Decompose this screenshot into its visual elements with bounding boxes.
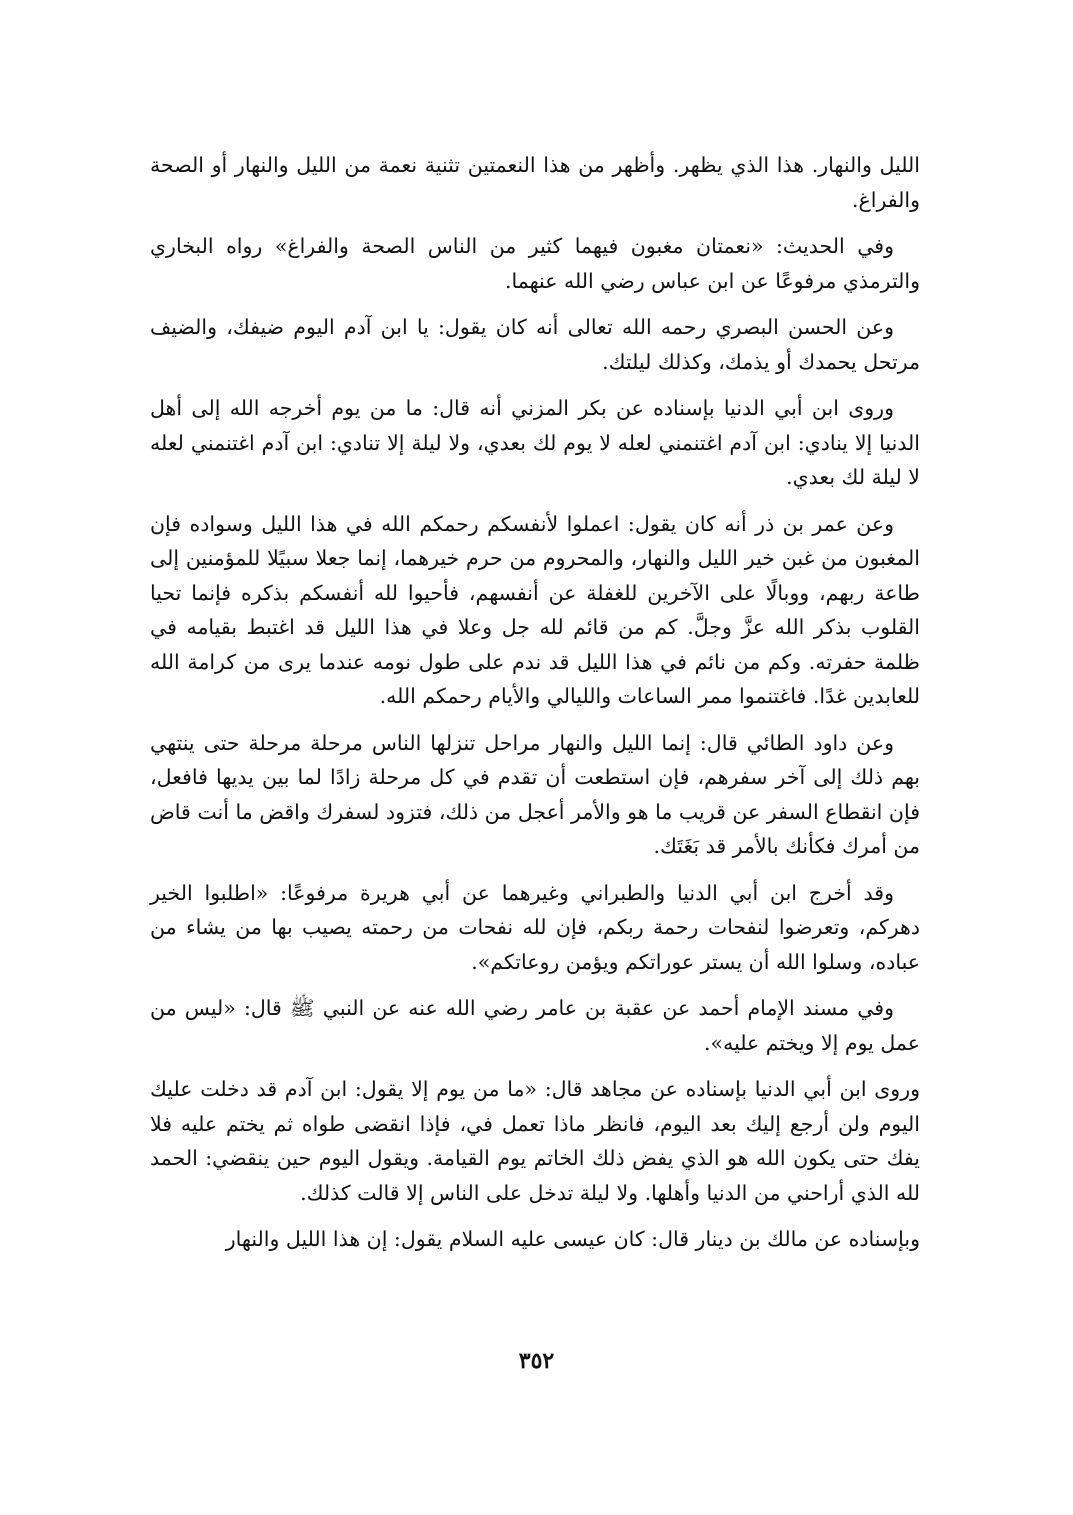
paragraph-1: الليل والنهار. هذا الذي يظهر. وأظهر من هذا النعمتين تثنية نعمة من الليل والنهار أو الصحة والفراغ. (150, 153, 920, 212)
page-body (150, 148, 920, 1269)
paragraph-3: وعن الحسن البصري رحمه الله تعالى أنه كان يقول: يا ابن آدم اليوم ضيفك، والضيف مرتحل يحمدك أو يذمك، وكذلك ليلتك. (150, 315, 920, 374)
paragraph-9: وروى ابن أبي الدنيا بإسناده عن مجاهد قال: «ما من يوم إلا يقول: ابن آدم قد دخلت عليك اليوم ولن أرجع إليك بعد اليوم، فانظر ماذا تعمل في، فإذا انقضى طواه ثم يختم عليه فلا يفك حتى يكون الله هو الذي يفض ذلك الخاتم يوم القيامة. ويقول اليوم حين ينقضي: الحمد لله الذي أراحني من الدنيا وأهلها. ولا ليلة تدخل على الناس إلا قالت كذلك. (150, 1077, 920, 1205)
page-number: ٣٥٢ (518, 1348, 555, 1374)
paragraph-2: وفي الحديث: «نعمتان مغبون فيهما كثير من الناس الصحة والفراغ» رواه البخاري والترمذي مرفوعًا عن ابن عباس رضي الله عنهما. (150, 234, 920, 293)
paragraph-10: وبإسناده عن مالك بن دينار قال: كان عيسى عليه السلام يقول: إن هذا الليل والنهار (225, 1227, 920, 1251)
paragraph-4: وروى ابن أبي الدنيا بإسناده عن بكر المزني أنه قال: ما من يوم أخرجه الله إلى أهل الدنيا إلا ينادي: ابن آدم اغتنمني لعله لا يوم لك بعدي، ولا ليلة إلا تنادي: ابن آدم اغتنمني لعله لا ليلة لك بعدي. (150, 396, 920, 489)
paragraph-6: وعن داود الطائي قال: إنما الليل والنهار مراحل تنزلها الناس مرحلة مرحلة حتى ينتهي بهم ذلك إلى آخر سفرهم، فإن استطعت أن تقدم في كل مرحلة زادًا لما بين يديها فافعل، فإن انقطاع السفر عن قريب ما هو والأمر أعجل من ذلك، فتزود لسفرك واقض ما أنت قاض من أمرك فكأنك بالأمر قد بَغَتَك. (150, 730, 920, 858)
paragraph-7: وقد أخرج ابن أبي الدنيا والطبراني وغيرهما عن أبي هريرة مرفوعًا: «اطلبوا الخير دهركم، وتعرضوا لنفحات رحمة ربكم، فإن لله نفحات من رحمته يصيب بها من يشاء من عباده، وسلوا الله أن يستر عوراتكم ويؤمن روعاتكم». (150, 880, 920, 974)
paragraph-8: وفي مسند الإمام أحمد عن عقبة بن عامر رضي الله عنه عن النبي ﷺ قال: «ليس من عمل يوم إلا ويختم عليه». (150, 996, 920, 1055)
paragraph-5: وعن عمر بن ذر أنه كان يقول: اعملوا لأنفسكم رحمكم الله في هذا الليل وسواده فإن المغبون من غبن خير الليل والنهار، والمحروم من حرم خيرهما، إنما جعلا سبيًلا للمؤمنين إلى طاعة ربهم، ووبالًا على الآخرين للغفلة عن أنفسهم، فأحيوا لله أنفسكم بذكره فإنما تحيا القلوب بذكر الله عزَّ وجلَّ. كم من قائم لله جل وعلا في هذا الليل قد اغتبط بقيامه في ظلمة حفرته. وكم من نائم في هذا الليل قد ندم على طول نومه عندما يرى من كرامة الله للعابدين غدًا. فاغتنموا ممر الساعات والليالي والأيام رحمكم الله. (150, 511, 920, 708)
